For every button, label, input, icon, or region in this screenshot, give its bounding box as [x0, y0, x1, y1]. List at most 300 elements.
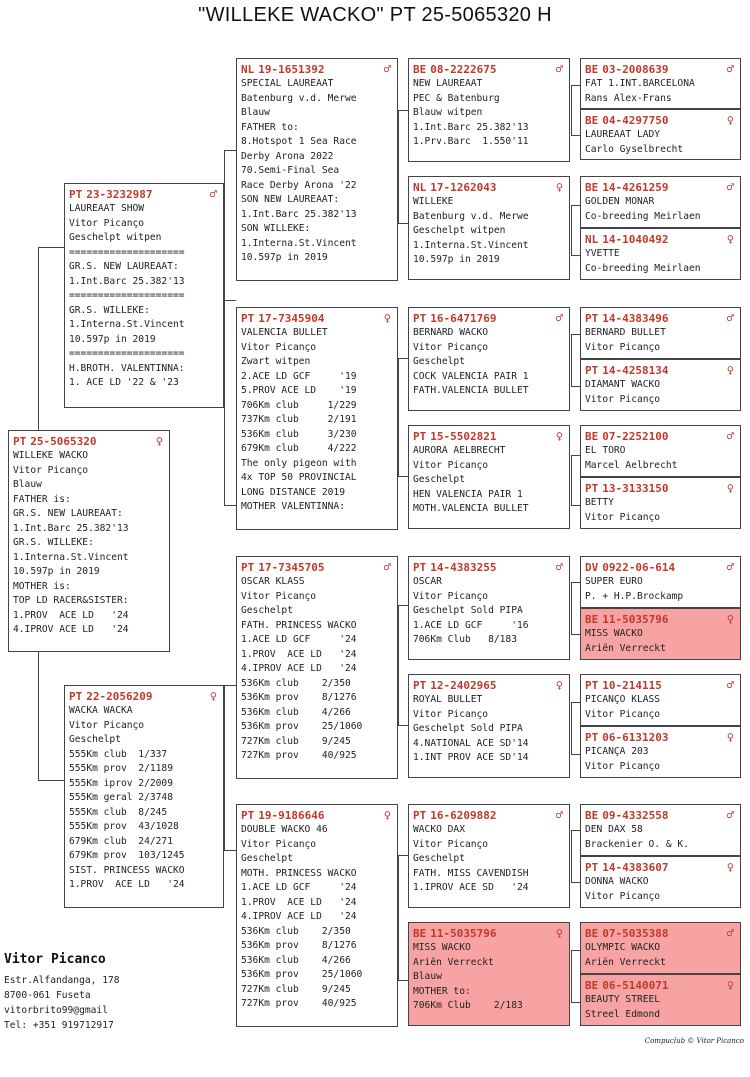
- detail-line: Ariën Verreckt: [585, 642, 666, 654]
- owner-address: Estr.Alfandanga, 178: [4, 975, 120, 986]
- female-icon: ♀: [555, 678, 563, 692]
- pigeon-header: [581, 429, 740, 444]
- detail-line: AURORA AELBRECHT: [413, 445, 506, 456]
- country-code: PT: [413, 561, 427, 574]
- detail-line: NEW LAUREAAT: [413, 78, 483, 89]
- detail-line: 727Km prov 40/925: [241, 750, 357, 761]
- pigeon-card-g8[interactable]: [580, 477, 741, 529]
- pigeon-details: [581, 247, 740, 276]
- detail-line: Blauw witpen: [413, 107, 483, 118]
- detail-line: 4.NATIONAL ACE SD'14: [413, 737, 529, 749]
- female-icon: ♀: [555, 926, 563, 940]
- ring-number: 19-1651392: [258, 63, 325, 76]
- detail-line: 536Km prov 8/1276: [241, 692, 357, 703]
- pigeon-card-dss[interactable]: [408, 556, 570, 660]
- pigeon-header: [581, 113, 740, 128]
- ring-number: 17-1262043: [430, 181, 497, 194]
- detail-line: FATH. PRINCESS WACKO: [241, 619, 357, 631]
- detail-line: 555Km club 8/245: [69, 806, 168, 818]
- detail-line: Geschelpt Sold PIPA: [413, 723, 523, 734]
- pigeon-header: [409, 429, 569, 444]
- connector: [571, 455, 572, 505]
- detail-line: 1.Interna.St.Vincent: [13, 551, 129, 563]
- pigeon-details: [9, 449, 169, 638]
- country-code: BE: [585, 979, 599, 992]
- pigeon-header: [237, 311, 397, 326]
- detail-line: Marcel Aelbrecht: [585, 459, 678, 471]
- male-icon: ♂: [726, 62, 734, 76]
- connector: [571, 950, 580, 951]
- connector: [398, 358, 408, 359]
- detail-line: BEAUTY STREEL: [585, 994, 661, 1005]
- male-icon: ♂: [555, 808, 563, 822]
- connector: [224, 300, 236, 301]
- detail-line: PICANÇA 203: [585, 746, 649, 757]
- connector: [571, 702, 572, 754]
- pigeon-details: [409, 195, 569, 268]
- pigeon-header: [581, 678, 740, 693]
- detail-line: 1.INT PROV ACE SD'14: [413, 752, 529, 763]
- detail-line: 2.ACE LD GCF '19: [241, 370, 357, 382]
- country-code: DV: [585, 561, 599, 574]
- pigeon-details: [237, 823, 397, 1012]
- country-code: BE: [413, 927, 427, 940]
- pigeon-header: [581, 363, 740, 378]
- country-code: BE: [585, 927, 599, 940]
- detail-line: 1.Interna.St.Vincent: [413, 239, 529, 251]
- detail-line: BERNARD BULLET: [585, 327, 666, 338]
- connector: [38, 780, 64, 781]
- connector: [571, 702, 580, 703]
- detail-line: GOLDEN MONAR: [585, 196, 655, 207]
- ring-number: 03-2008639: [602, 63, 669, 76]
- pigeon-details: [409, 444, 569, 517]
- connector: [571, 85, 572, 135]
- detail-line: Ariën Verreckt: [585, 956, 666, 968]
- pigeon-header: [65, 187, 223, 202]
- detail-line: GR.S. WILLEKE:: [13, 537, 94, 548]
- connector: [398, 855, 399, 980]
- ring-number: 14-4261259: [602, 181, 669, 194]
- detail-line: Co-breeding Meirlaen: [585, 262, 701, 274]
- detail-line: OSCAR KLASS: [241, 576, 305, 587]
- pigeon-details: [581, 77, 740, 106]
- detail-line: Vitor Picanço: [413, 708, 489, 720]
- detail-line: MOTH.VALENCIA BULLET: [413, 503, 529, 514]
- detail-line: Brackenier O. & K.: [585, 838, 689, 850]
- pigeon-details: [581, 128, 740, 157]
- detail-line: 1.PROV ACE LD '24: [13, 609, 129, 621]
- detail-line: 679Km club 4/222: [241, 443, 357, 454]
- pigeon-details: [581, 941, 740, 970]
- detail-line: Vitor Picanço: [585, 393, 661, 405]
- detail-line: Geschelpt: [241, 853, 293, 864]
- detail-line: Zwart witpen: [241, 356, 311, 367]
- detail-line: LONG DISTANCE 2019: [241, 486, 345, 498]
- pigeon-header: [409, 926, 569, 941]
- detail-line: FATHER is:: [13, 493, 71, 505]
- detail-line: 10.597p in 2019: [241, 252, 328, 263]
- detail-line: 1.Int.Barc 25.382'13: [241, 208, 357, 220]
- pigeon-header: [409, 678, 569, 693]
- detail-line: Geschelpt: [413, 474, 465, 485]
- detail-line: LAUREAAT SHOW: [69, 203, 145, 214]
- connector: [571, 135, 580, 136]
- detail-line: PICANÇO KLASS: [585, 694, 661, 705]
- detail-line: Carlo Gyselbrecht: [585, 143, 684, 155]
- detail-line: DEN DAX 58: [585, 824, 643, 835]
- pigeon-card-sire-dam[interactable]: [236, 307, 398, 530]
- pigeon-details: [581, 745, 740, 774]
- ring-number: 14-4258134: [602, 364, 669, 377]
- connector: [571, 334, 572, 386]
- country-code: BE: [585, 809, 599, 822]
- male-icon: ♂: [726, 808, 734, 822]
- connector: [571, 882, 580, 883]
- ring-number: 13-3133150: [602, 482, 669, 495]
- detail-line: SPECIAL LAUREAAT: [241, 78, 334, 89]
- detail-line: SON WILLEKE:: [241, 223, 311, 234]
- detail-line: SON NEW LAUREAAT:: [241, 194, 340, 205]
- country-code: BE: [585, 181, 599, 194]
- pigeon-details: [409, 693, 569, 766]
- detail-line: Vitor Picanço: [413, 838, 489, 850]
- detail-line: Vitor Picanço: [241, 838, 317, 850]
- pigeon-card-g15[interactable]: [580, 922, 741, 974]
- country-code: BE: [413, 63, 427, 76]
- pigeon-details: [581, 693, 740, 722]
- ring-number: 06-5140071: [602, 979, 669, 992]
- country-code: BE: [585, 63, 599, 76]
- connector: [571, 950, 572, 1002]
- pigeon-details: [409, 575, 569, 648]
- detail-line: Vitor Picanço: [413, 590, 489, 602]
- country-code: NL: [585, 233, 599, 246]
- detail-line: YVETTE: [585, 248, 620, 259]
- detail-line: Ariën Verreckt: [413, 956, 494, 968]
- connector: [398, 605, 399, 725]
- detail-line: 555Km prov 43/1028: [69, 821, 179, 832]
- male-icon: ♂: [555, 311, 563, 325]
- detail-line: 555Km club 1/337: [69, 748, 168, 760]
- country-code: PT: [241, 809, 255, 822]
- pigeon-details: [65, 202, 223, 391]
- country-code: NL: [241, 63, 255, 76]
- female-icon: ♀: [726, 363, 734, 377]
- connector: [224, 150, 225, 505]
- pigeon-card-g6[interactable]: [580, 359, 741, 411]
- pigeon-card-g9[interactable]: [580, 556, 741, 608]
- connector: [224, 505, 236, 506]
- detail-line: Streel Edmond: [585, 1008, 661, 1020]
- female-icon: ♀: [726, 232, 734, 246]
- pigeon-header: [581, 978, 740, 993]
- female-icon: ♀: [209, 689, 217, 703]
- female-icon: ♀: [555, 429, 563, 443]
- ring-number: 11-5035796: [430, 927, 497, 940]
- pigeon-card-subject[interactable]: [8, 430, 170, 652]
- detail-line: Batenburg v.d. Merwe: [241, 92, 357, 104]
- pigeon-header: [581, 232, 740, 247]
- detail-line: MISS WACKO: [413, 942, 471, 953]
- detail-line: 1.PROV ACE LD '24: [241, 896, 357, 908]
- detail-line: Geschelpt: [241, 605, 293, 616]
- detail-line: 1.PROV ACE LD '24: [69, 879, 185, 890]
- detail-line: 1.Int.Barc 25.382'13: [69, 275, 185, 287]
- ring-number: 08-2222675: [430, 63, 497, 76]
- pigeon-header: [409, 560, 569, 575]
- pigeon-details: [581, 627, 740, 656]
- detail-line: MOTHER VALENTINNA:: [241, 501, 345, 512]
- male-icon: ♂: [383, 62, 391, 76]
- country-code: BE: [585, 114, 599, 127]
- detail-line: BERNARD WACKO: [413, 327, 489, 338]
- country-code: PT: [241, 561, 255, 574]
- detail-line: COCK VALENCIA PAIR 1: [413, 370, 529, 382]
- owner-name: Vitor Picanco: [4, 952, 106, 967]
- connector: [571, 582, 580, 583]
- pedigree-title: "WILLEKE WACKO" PT 25-5065320 H: [198, 4, 552, 26]
- ring-number: 04-4297750: [602, 114, 669, 127]
- pigeon-card-dam-sire[interactable]: [236, 556, 398, 779]
- detail-line: WACKO DAX: [413, 824, 465, 835]
- male-icon: ♂: [726, 560, 734, 574]
- pigeon-header: [581, 560, 740, 575]
- detail-line: 727Km club 9/245: [241, 735, 351, 747]
- detail-line: Vitor Picanço: [69, 217, 145, 229]
- owner-phone: Tel: +351 919712917: [4, 1020, 114, 1031]
- pigeon-card-g13[interactable]: [580, 804, 741, 856]
- pigeon-card-sire[interactable]: [64, 183, 224, 408]
- pigeon-card-g1[interactable]: [580, 58, 741, 109]
- detail-line: 555Km geral 2/3748: [69, 792, 173, 803]
- pigeon-card-g12[interactable]: [580, 726, 741, 778]
- pigeon-card-g7[interactable]: [580, 425, 741, 477]
- detail-line: 706Km club 1/229: [241, 399, 357, 411]
- male-icon: ♂: [555, 560, 563, 574]
- detail-line: 536Km prov 25/1060: [241, 721, 363, 732]
- detail-line: FATH.VALENCIA BULLET: [413, 385, 529, 396]
- country-code: PT: [413, 312, 427, 325]
- pigeon-details: [237, 575, 397, 764]
- pigeon-header: [65, 689, 223, 704]
- detail-line: P. + H.P.Brockamp: [585, 590, 684, 602]
- pigeon-card-g11[interactable]: [580, 674, 741, 726]
- country-code: PT: [585, 482, 599, 495]
- country-code: BE: [585, 430, 599, 443]
- detail-line: ROYAL BULLET: [413, 694, 483, 705]
- female-icon: ♀: [383, 311, 391, 325]
- connector: [398, 605, 408, 606]
- ring-number: 14-4383255: [430, 561, 497, 574]
- pigeon-card-g10[interactable]: [580, 608, 741, 660]
- pigeon-card-dsd[interactable]: [408, 674, 570, 778]
- pigeon-header: [409, 311, 569, 326]
- country-code: PT: [413, 809, 427, 822]
- pigeon-header: [409, 180, 569, 195]
- detail-line: WILLEKE WACKO: [13, 450, 89, 461]
- detail-line: 1.Prv.Barc 1.550'11: [413, 136, 529, 147]
- pigeon-header: [409, 808, 569, 823]
- country-code: PT: [585, 731, 599, 744]
- pigeon-card-dam[interactable]: [64, 685, 224, 908]
- pigeon-header: [581, 808, 740, 823]
- detail-line: SUPER EURO: [585, 576, 643, 587]
- country-code: PT: [69, 188, 83, 201]
- ring-number: 16-6209882: [430, 809, 497, 822]
- connector: [571, 205, 572, 255]
- detail-line: 536Km club 4/266: [241, 954, 351, 966]
- detail-line: EL TORO: [585, 445, 626, 456]
- detail-line: GR.S. NEW LAUREAAT:: [69, 261, 179, 272]
- ring-number: 11-5035796: [602, 613, 669, 626]
- ring-number: 07-5035388: [602, 927, 669, 940]
- ring-number: 07-2252100: [602, 430, 669, 443]
- country-code: PT: [413, 679, 427, 692]
- detail-line: 536Km prov 25/1060: [241, 969, 363, 980]
- detail-line: Vitor Picanço: [413, 459, 489, 471]
- pigeon-card-sire-sire[interactable]: [236, 58, 398, 281]
- pigeon-card-sdd[interactable]: [408, 425, 570, 529]
- detail-line: Geschelpt witpen: [413, 225, 506, 236]
- pigeon-details: [409, 77, 569, 150]
- detail-line: Co-breeding Meirlaen: [585, 210, 701, 222]
- connector: [38, 652, 39, 780]
- connector: [398, 725, 408, 726]
- detail-line: WACKA WACKA: [69, 705, 133, 716]
- female-icon: ♀: [726, 612, 734, 626]
- detail-line: 1.PROV ACE LD '24: [241, 648, 357, 660]
- detail-line: Batenburg v.d. Merwe: [413, 210, 529, 222]
- detail-line: 10.597p in 2019: [413, 254, 500, 265]
- connector: [224, 850, 236, 851]
- ring-number: 17-7345904: [258, 312, 325, 325]
- connector: [38, 247, 39, 432]
- pigeon-card-g16[interactable]: [580, 974, 741, 1026]
- country-code: PT: [585, 679, 599, 692]
- pigeon-details: [237, 326, 397, 515]
- female-icon: ♀: [155, 434, 163, 448]
- pigeon-card-sds[interactable]: [408, 307, 570, 411]
- pigeon-details: [581, 195, 740, 224]
- detail-line: Rans Alex-Frans: [585, 92, 672, 104]
- connector: [571, 255, 580, 256]
- connector: [571, 455, 580, 456]
- detail-line: LAUREAAT LADY: [585, 129, 661, 140]
- ring-number: 17-7345705: [258, 561, 325, 574]
- pigeon-card-ssd[interactable]: [408, 176, 570, 280]
- detail-line: 1.Int.Barc 25.382'13: [13, 522, 129, 534]
- detail-line: MISS WACKO: [585, 628, 643, 639]
- detail-line: 1.Interna.St.Vincent: [69, 319, 185, 330]
- detail-line: 555Km iprov 2/2009: [69, 777, 173, 789]
- connector: [571, 205, 580, 206]
- detail-line: 4x TOP 50 PROVINCIAL: [241, 472, 357, 483]
- connector: [571, 386, 580, 387]
- detail-line: 4.IPROV ACE LD '24: [241, 663, 357, 674]
- connector: [571, 1002, 580, 1003]
- pigeon-card-ddd[interactable]: [408, 922, 570, 1026]
- pigeon-header: [409, 62, 569, 77]
- detail-line: Vitor Picanço: [585, 708, 661, 720]
- detail-line: MOTHER is:: [13, 580, 71, 592]
- detail-line: Vitor Picanço: [585, 760, 661, 772]
- pigeon-card-dam-dam[interactable]: [236, 804, 398, 1027]
- detail-line: 5.PROV ACE LD '19: [241, 385, 357, 396]
- male-icon: ♂: [383, 560, 391, 574]
- female-icon: ♀: [726, 481, 734, 495]
- footer-credit: Compuclub © Vitor Picanco: [644, 1037, 744, 1045]
- female-icon: ♀: [726, 860, 734, 874]
- connector: [398, 358, 399, 476]
- pigeon-details: [409, 823, 569, 896]
- connector: [398, 223, 408, 224]
- pigeon-header: [581, 62, 740, 77]
- connector: [571, 754, 580, 755]
- detail-line: 70.Semi-Final Sea: [241, 165, 340, 176]
- connector: [398, 855, 408, 856]
- pigeon-card-g3[interactable]: [580, 176, 741, 228]
- pigeon-details: [581, 496, 740, 525]
- detail-line: 1.Int.Barc 25.382'13: [413, 121, 529, 133]
- pigeon-card-sss[interactable]: [408, 58, 570, 162]
- pigeon-details: [409, 941, 569, 1014]
- detail-line: 4.IPROV ACE LD '24: [13, 624, 129, 635]
- pigeon-card-g2[interactable]: [580, 109, 741, 160]
- detail-line: ====================: [69, 246, 185, 258]
- female-icon: ♀: [726, 113, 734, 127]
- detail-line: OSCAR: [413, 576, 442, 587]
- male-icon: ♂: [726, 180, 734, 194]
- country-code: PT: [585, 364, 599, 377]
- pigeon-details: [581, 823, 740, 852]
- pigeon-header: [581, 612, 740, 627]
- pigeon-card-dds[interactable]: [408, 804, 570, 908]
- pigeon-header: [9, 434, 169, 449]
- detail-line: VALENCIA BULLET: [241, 327, 328, 338]
- detail-line: ====================: [69, 290, 185, 301]
- detail-line: 727Km prov 40/925: [241, 998, 357, 1009]
- pigeon-card-g5[interactable]: [580, 307, 741, 359]
- detail-line: H.BROTH. VALENTINNA:: [69, 362, 185, 374]
- ring-number: 14-1040492: [602, 233, 669, 246]
- detail-line: 8.Hotspot 1 Sea Race: [241, 136, 357, 147]
- detail-line: WILLEKE: [413, 196, 454, 207]
- detail-line: GR.S. NEW LAUREAAT:: [13, 508, 123, 519]
- detail-line: Vitor Picanço: [585, 341, 661, 353]
- detail-line: 679Km prov 103/1245: [69, 850, 185, 861]
- detail-line: SIST. PRINCESS WACKO: [69, 864, 185, 876]
- detail-line: 1.Interna.St.Vincent: [241, 237, 357, 249]
- connector: [398, 980, 408, 981]
- female-icon: ♀: [383, 808, 391, 822]
- pigeon-details: [581, 993, 740, 1022]
- connector: [398, 110, 399, 223]
- detail-line: Vitor Picanço: [13, 464, 89, 476]
- female-icon: ♀: [555, 180, 563, 194]
- pigeon-details: [581, 378, 740, 407]
- detail-line: 10.597p in 2019: [13, 566, 100, 577]
- pigeon-card-g4[interactable]: [580, 228, 741, 280]
- owner-email: vitorbrito99@gmail: [4, 1005, 108, 1016]
- pigeon-header: [581, 730, 740, 745]
- pigeon-header: [237, 62, 397, 77]
- detail-line: 4.IPROV ACE LD '24: [241, 911, 357, 922]
- pigeon-card-g14[interactable]: [580, 856, 741, 908]
- connector: [398, 476, 408, 477]
- ring-number: 14-4383496: [602, 312, 669, 325]
- pigeon-details: [581, 875, 740, 904]
